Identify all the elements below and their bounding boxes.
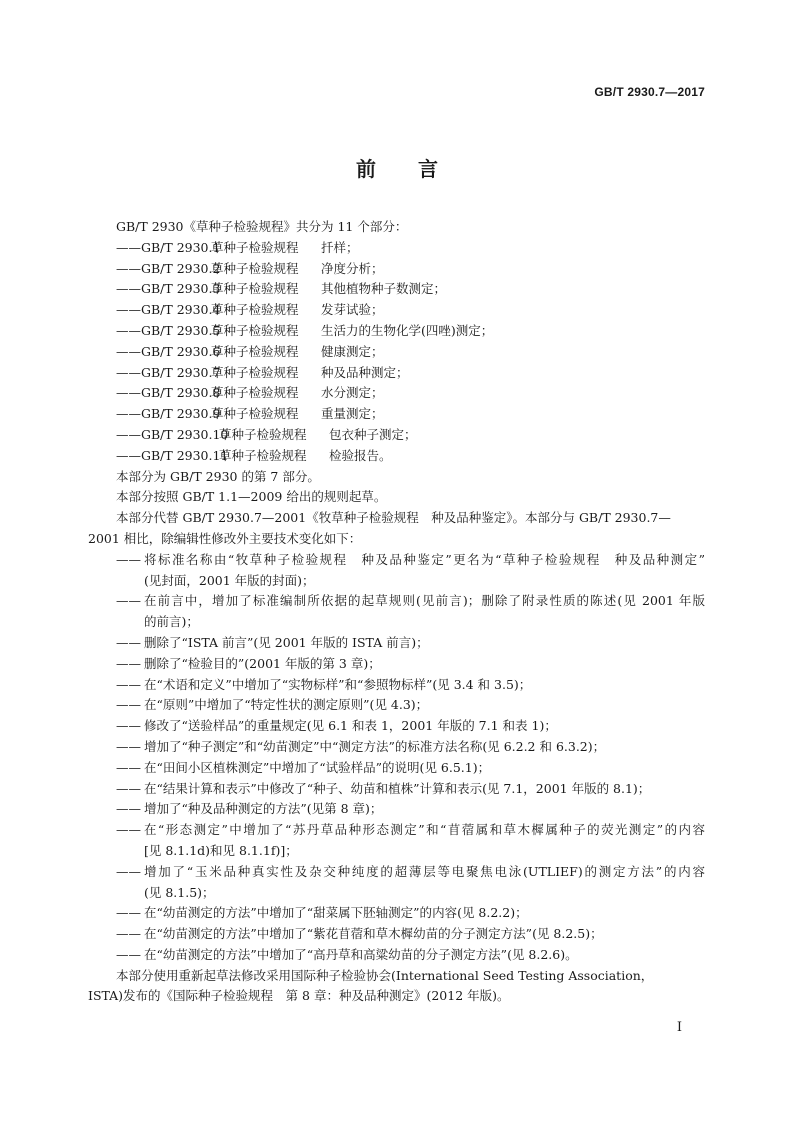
part-series-name: 草种子检验规程 xyxy=(211,281,299,297)
change-text xyxy=(144,591,705,633)
change-item xyxy=(88,737,705,758)
ista-paragraph-line-1: 本部分使用重新起草法修改采用国际种子检验协会(International Seed Testing Association， xyxy=(116,967,654,983)
change-text xyxy=(144,654,705,675)
change-text xyxy=(144,799,705,820)
part-number: ——GB/T 2930.4 xyxy=(116,302,221,318)
change-item xyxy=(88,716,705,737)
change-dash: —— xyxy=(116,946,141,962)
change-text-line: [见 8.1.1d)和见 8.1.1f)]； xyxy=(144,842,298,858)
change-item xyxy=(88,945,705,966)
part-series-name: 草种子检验规程 xyxy=(219,426,307,442)
change-dash: —— xyxy=(116,593,141,609)
part-number: ——GB/T 2930.6 xyxy=(116,343,221,359)
change-dash: —— xyxy=(116,718,141,734)
change-dash: —— xyxy=(116,738,141,754)
part-number: ——GB/T 2930.5 xyxy=(116,322,221,338)
change-text xyxy=(144,737,705,758)
change-dash: —— xyxy=(116,780,141,796)
parts-list xyxy=(88,238,705,467)
title-char-1: 前 xyxy=(356,157,376,181)
change-item xyxy=(88,862,705,904)
change-item xyxy=(88,633,705,654)
foreword-body xyxy=(88,217,705,1007)
change-dash: —— xyxy=(116,905,141,921)
change-text xyxy=(144,945,705,966)
page-title xyxy=(0,153,794,182)
change-text-line: 在前言中，增加了标准编制所依据的起草规则(见前言)；删除了附录性质的陈述(见 2001 年版 xyxy=(144,593,705,609)
change-text xyxy=(144,633,705,654)
change-item xyxy=(88,550,705,592)
change-item xyxy=(88,820,705,862)
part-series-name: 草种子检验规程 xyxy=(211,302,299,318)
change-text xyxy=(144,716,705,737)
change-dash: —— xyxy=(116,655,141,671)
change-item xyxy=(88,924,705,945)
change-text-line: 在“幼苗测定的方法”中增加了“高丹草和高粱幼苗的分子测定方法”(见 8.2.6)。 xyxy=(144,946,578,962)
change-dash: —— xyxy=(116,801,141,817)
part-topic: 发芽试验； xyxy=(321,302,384,318)
part-series-name: 草种子检验规程 xyxy=(219,447,307,463)
change-text-line: 删除了“检验目的”(2001 年版的第 3 章)； xyxy=(144,655,381,671)
part-series-name: 草种子检验规程 xyxy=(211,385,299,401)
rules-paragraph: 本部分按照 GB/T 1.1—2009 给出的规则起草。 xyxy=(116,489,387,505)
change-text-line: 在“形态测定”中增加了“苏丹草品种形态测定”和“苜蓿属和草木樨属种子的荧光测定”的内容 xyxy=(144,822,705,838)
page-number: I xyxy=(676,1020,682,1035)
title-char-2: 言 xyxy=(418,157,438,181)
part-item xyxy=(88,321,705,342)
part-series-name: 草种子检验规程 xyxy=(211,406,299,422)
replace-paragraph-line-2: 2001 相比，除编辑性修改外主要技术变化如下： xyxy=(88,530,362,546)
ista-paragraph-line-2: ISTA)发布的《国际种子检验规程 第 8 章：种及品种测定》(2012 年版)。 xyxy=(88,988,510,1004)
changes-list xyxy=(88,550,705,966)
change-text-line: 在“术语和定义”中增加了“实物标样”和“参照物标样”(见 3.4 和 3.5)； xyxy=(144,676,532,692)
change-item xyxy=(88,675,705,696)
replace-paragraph-line-1: 本部分代替 GB/T 2930.7—2001《牧草种子检验规程 种及品种鉴定》。本部分与 GB/T 2930.7— xyxy=(116,510,671,526)
standard-number: GB/T 2930.7—2017 xyxy=(594,85,705,99)
intro-paragraph: GB/T 2930《草种子检验规程》共分为 11 个部分： xyxy=(116,219,408,234)
part-series-name: 草种子检验规程 xyxy=(211,322,299,338)
change-text-line: 增加了“玉米品种真实性及杂交种纯度的超薄层等电聚焦电泳(UTLIEF)的测定方法”的内容 xyxy=(144,863,705,879)
change-text xyxy=(144,695,705,716)
change-item xyxy=(88,654,705,675)
change-text-line: 在“结果计算和表示”中修改了“种子、幼苗和植株”计算和表示(见 7.1，2001 年版的 8.1)； xyxy=(144,780,651,796)
change-text xyxy=(144,903,705,924)
part-item xyxy=(88,279,705,300)
part-topic: 其他植物种子数测定； xyxy=(321,281,447,297)
part-number: ——GB/T 2930.8 xyxy=(116,385,221,401)
part-topic: 水分测定； xyxy=(321,385,384,401)
change-text-line: 将标准名称由“牧草种子检验规程 种及品种鉴定”更名为“草种子检验规程 种及品种测定” xyxy=(144,551,705,567)
part-series-name: 草种子检验规程 xyxy=(211,343,299,359)
part-paragraph: 本部分为 GB/T 2930 的第 7 部分。 xyxy=(116,468,320,484)
change-dash: —— xyxy=(116,863,141,879)
part-topic: 净度分析； xyxy=(321,260,384,276)
part-number: ——GB/T 2930.1 xyxy=(116,239,221,255)
change-item xyxy=(88,903,705,924)
part-series-name: 草种子检验规程 xyxy=(211,364,299,380)
change-dash: —— xyxy=(116,551,141,567)
part-series-name: 草种子检验规程 xyxy=(211,239,299,255)
part-item xyxy=(88,446,705,467)
change-text xyxy=(144,924,705,945)
part-item xyxy=(88,425,705,446)
change-text-line: 删除了“ISTA 前言”(见 2001 年版的 ISTA 前言)； xyxy=(144,634,429,650)
part-topic: 包衣种子测定； xyxy=(329,426,417,442)
part-item xyxy=(88,300,705,321)
part-topic: 种及品种测定； xyxy=(321,364,409,380)
part-topic: 健康测定； xyxy=(321,343,384,359)
change-dash: —— xyxy=(116,697,141,713)
part-number: ——GB/T 2930.2 xyxy=(116,260,221,276)
part-item xyxy=(88,259,705,280)
part-topic: 重量测定； xyxy=(321,406,384,422)
change-text-line: (见封面，2001 年版的封面)； xyxy=(144,572,315,588)
part-number: ——GB/T 2930.10 xyxy=(116,426,229,442)
part-item xyxy=(88,404,705,425)
change-text-line: 的前言)； xyxy=(144,614,199,630)
part-item xyxy=(88,238,705,259)
change-dash: —— xyxy=(116,822,141,838)
part-series-name: 草种子检验规程 xyxy=(211,260,299,276)
part-number: ——GB/T 2930.11 xyxy=(116,447,229,463)
change-text xyxy=(144,779,705,800)
change-text-line: 增加了“种及品种测定的方法”(见第 8 章)； xyxy=(144,801,383,817)
change-text-line: 增加了“种子测定”和“幼苗测定”中“测定方法”的标准方法名称(见 6.2.2 和 6.3.2)； xyxy=(144,738,606,754)
change-dash: —— xyxy=(116,926,141,942)
change-text-line: 修改了“送验样品”的重量规定(见 6.1 和表 1，2001 年版的 7.1 和表 1)； xyxy=(144,718,557,734)
change-item xyxy=(88,695,705,716)
part-item xyxy=(88,342,705,363)
part-topic: 扦样； xyxy=(321,239,359,255)
change-text-line: 在“幼苗测定的方法”中增加了“紫花苜蓿和草木樨幼苗的分子测定方法”(见 8.2.5)； xyxy=(144,926,603,942)
change-dash: —— xyxy=(116,759,141,775)
part-topic: 检验报告。 xyxy=(329,447,392,463)
change-text-line: 在“原则”中增加了“特定性状的测定原则”(见 4.3)； xyxy=(144,697,429,713)
change-dash: —— xyxy=(116,676,141,692)
change-text xyxy=(144,550,705,592)
part-item xyxy=(88,363,705,384)
change-text-line: 在“田间小区植株测定”中增加了“试验样品”的说明(见 6.5.1)； xyxy=(144,759,491,775)
change-dash: —— xyxy=(116,634,141,650)
change-text-line: 在“幼苗测定的方法”中增加了“甜菜属下胚轴测定”的内容(见 8.2.2)； xyxy=(144,905,528,921)
part-number: ——GB/T 2930.9 xyxy=(116,406,221,422)
part-number: ——GB/T 2930.7 xyxy=(116,364,221,380)
part-item xyxy=(88,383,705,404)
change-text xyxy=(144,675,705,696)
change-item xyxy=(88,799,705,820)
change-item xyxy=(88,779,705,800)
change-text xyxy=(144,758,705,779)
change-item xyxy=(88,591,705,633)
change-item xyxy=(88,758,705,779)
part-topic: 生活力的生物化学(四唑)测定； xyxy=(321,322,494,338)
change-text-line: (见 8.1.5)； xyxy=(144,884,215,900)
change-text xyxy=(144,820,705,862)
part-number: ——GB/T 2930.3 xyxy=(116,281,221,297)
change-text xyxy=(144,862,705,904)
